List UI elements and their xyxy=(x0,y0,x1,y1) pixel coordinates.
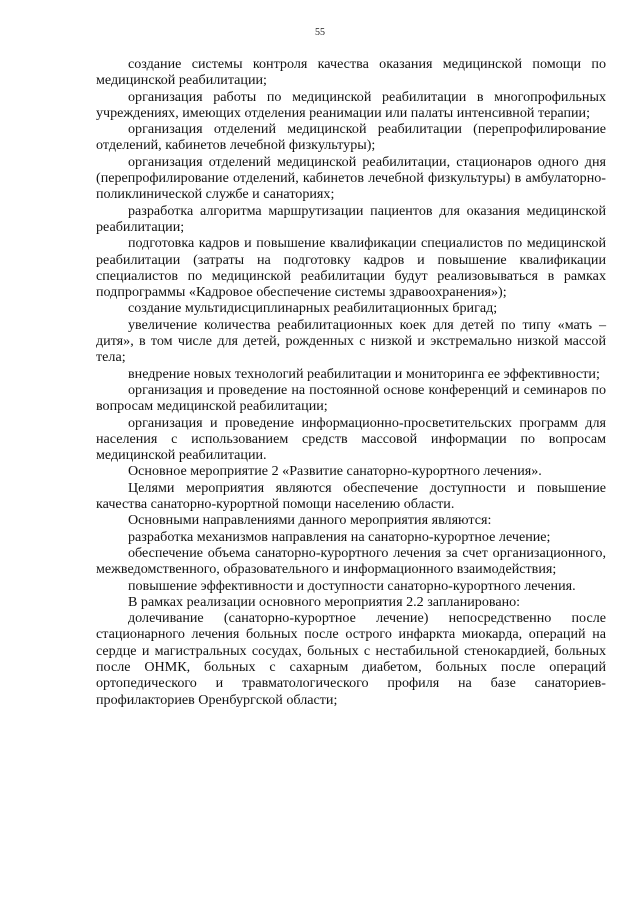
paragraph: обеспечение объема санаторно-курортного лечения за счет организационного, межведомственного, образовательного и информационного взаимодействия; xyxy=(96,544,606,578)
paragraph: создание системы контроля качества оказания медицинской помощи по медицинской реабилитации; xyxy=(96,56,606,89)
paragraph: увеличение количества реабилитационных коек для детей по типу «мать – дитя», в том числе для детей, рожденных с низкой и экстремально низкой массой тела; xyxy=(96,316,606,366)
paragraph: повышение эффективности и доступности санаторно-курортного лечения. xyxy=(128,577,576,594)
paragraph: организация отделений медицинской реабилитации (перепрофилирование отделений, кабинетов лечебной физкультуры); xyxy=(96,121,606,154)
paragraph: создание мультидисциплинарных реабилитационных бригад; xyxy=(128,300,498,317)
paragraph: В рамках реализации основного мероприятия 2.2 запланировано: xyxy=(128,593,521,610)
paragraph: внедрение новых технологий реабилитации и мониторинга ее эффективности; xyxy=(128,365,600,382)
paragraph: Основное мероприятие 2 «Развитие санаторно-курортного лечения». xyxy=(128,463,542,480)
paragraph: долечивание (санаторно-курортное лечение) непосредственно после стационарного лечения больных после острого инфаркта миокарда, операций на сердце и магистральных сосудах, больных с нестабильной стенокардией, больных после ОНМК, больных с сахарным диабетом, больных после операций ортопедического и травматологического профиля на базе санаториев-профилакториев Оренбургской области; xyxy=(96,610,606,708)
body-text xyxy=(96,56,606,708)
paragraph: организация и проведение информационно-просветительских программ для населения с использованием средств массовой информации по вопросам медицинской реабилитации. xyxy=(96,414,606,464)
paragraph: подготовка кадров и повышение квалификации специалистов по медицинской реабилитации (затраты на подготовку кадров и повышение квалификации специалистов по медицинской реабилитации будут реализовываться в рамках подпрограммы «Кадровое обеспечение системы здравоохранения»); xyxy=(96,235,606,301)
paragraph: Основными направлениями данного мероприятия являются: xyxy=(128,512,492,529)
paragraph: Целями мероприятия являются обеспечение доступности и повышение качества санаторно-курортной помощи населению области. xyxy=(96,479,606,513)
paragraph: организация работы по медицинской реабилитации в многопрофильных учреждениях, имеющих отделения реанимации или палаты интенсивной терапии; xyxy=(96,88,606,121)
paragraph: разработка механизмов направления на санаторно-курортное лечение; xyxy=(128,528,551,545)
paragraph: организация и проведение на постоянной основе конференций и семинаров по вопросам медицинской реабилитации; xyxy=(96,381,606,415)
page-number: 55 xyxy=(315,27,325,38)
paragraph: разработка алгоритма маршрутизации пациентов для оказания медицинской реабилитации; xyxy=(96,202,606,235)
paragraph: организация отделений медицинской реабилитации, стационаров одного дня (перепрофилирование отделений, кабинетов лечебной физкультуры) в амбулаторно-поликлинической службе и санаториях; xyxy=(96,153,606,203)
